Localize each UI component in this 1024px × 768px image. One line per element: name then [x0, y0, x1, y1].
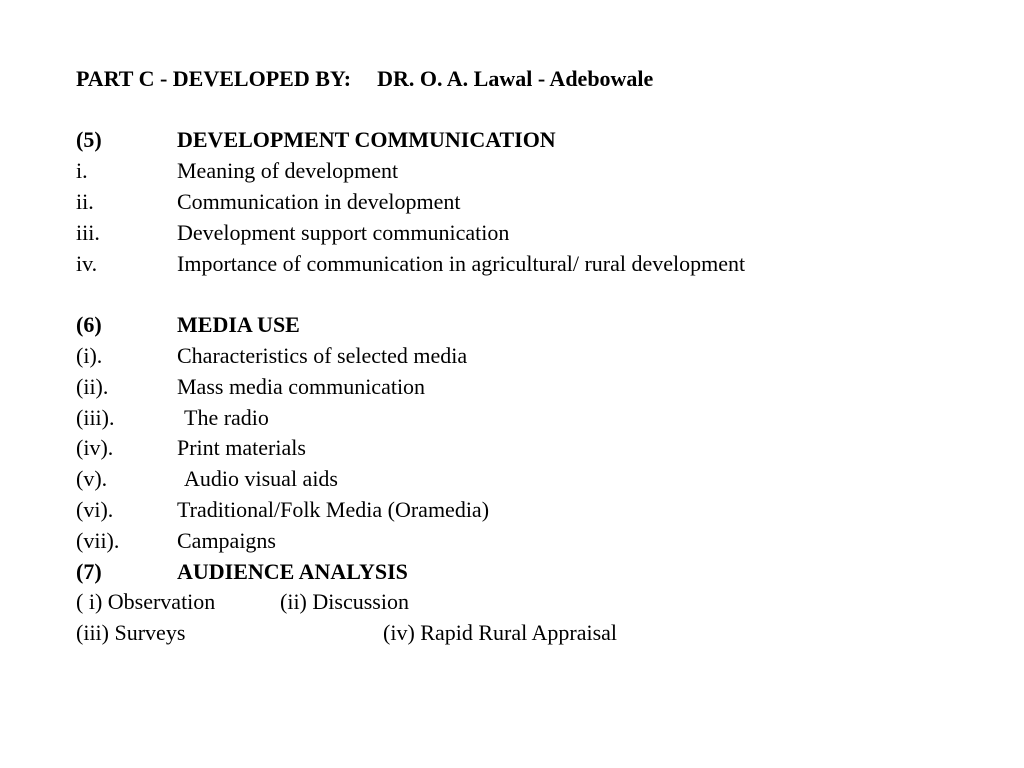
section-number: (6)	[76, 312, 102, 338]
item-text: Traditional/Folk Media (Oramedia)	[177, 496, 490, 522]
item-text: Characteristics of selected media	[177, 342, 468, 368]
item-number: (i).	[76, 342, 103, 368]
item-text: (ii) Discussion	[280, 589, 409, 615]
item-text: (iv) Rapid Rural Appraisal	[383, 620, 618, 646]
item-number: (v).	[76, 466, 108, 492]
item-text: Campaigns	[177, 527, 276, 553]
section-5-heading	[54, 95, 1004, 153]
section-number: (7)	[76, 558, 102, 584]
item-text: Communication in development	[177, 188, 461, 214]
item-text: Mass media communication	[177, 373, 426, 399]
item-text: Development support communication	[177, 219, 510, 245]
item-number: (vi).	[76, 496, 114, 522]
item-text: Meaning of development	[177, 158, 399, 184]
item-number: i.	[76, 158, 88, 184]
item-number: (iv).	[76, 435, 114, 461]
item-text: Audio visual aids	[184, 466, 338, 492]
item-text: (iii) Surveys	[76, 620, 186, 646]
item-text: The radio	[184, 404, 269, 430]
item-text: ( i) Observation	[76, 589, 216, 615]
item-number: iii.	[76, 219, 100, 245]
item-number: iv.	[76, 250, 98, 276]
item-text: Print materials	[177, 435, 306, 461]
section-title: AUDIENCE ANALYSIS	[177, 558, 408, 584]
section-6-heading	[54, 279, 1004, 338]
section-title: MEDIA USE	[177, 312, 300, 338]
section-number: (5)	[76, 127, 102, 153]
item-number: ii.	[76, 188, 94, 214]
author-name: DR. O. A. Lawal - Adebowale	[377, 65, 654, 91]
part-heading	[54, 33, 1004, 91]
part-label: PART C - DEVELOPED BY:	[76, 65, 352, 91]
section-title: DEVELOPMENT COMMUNICATION	[177, 127, 556, 153]
document-page	[54, 33, 1004, 646]
item-number: (iii).	[76, 404, 115, 430]
item-number: (vii).	[76, 527, 120, 553]
item-text: Importance of communication in agricultural/ rural development	[177, 250, 746, 276]
item-number: (ii).	[76, 373, 109, 399]
